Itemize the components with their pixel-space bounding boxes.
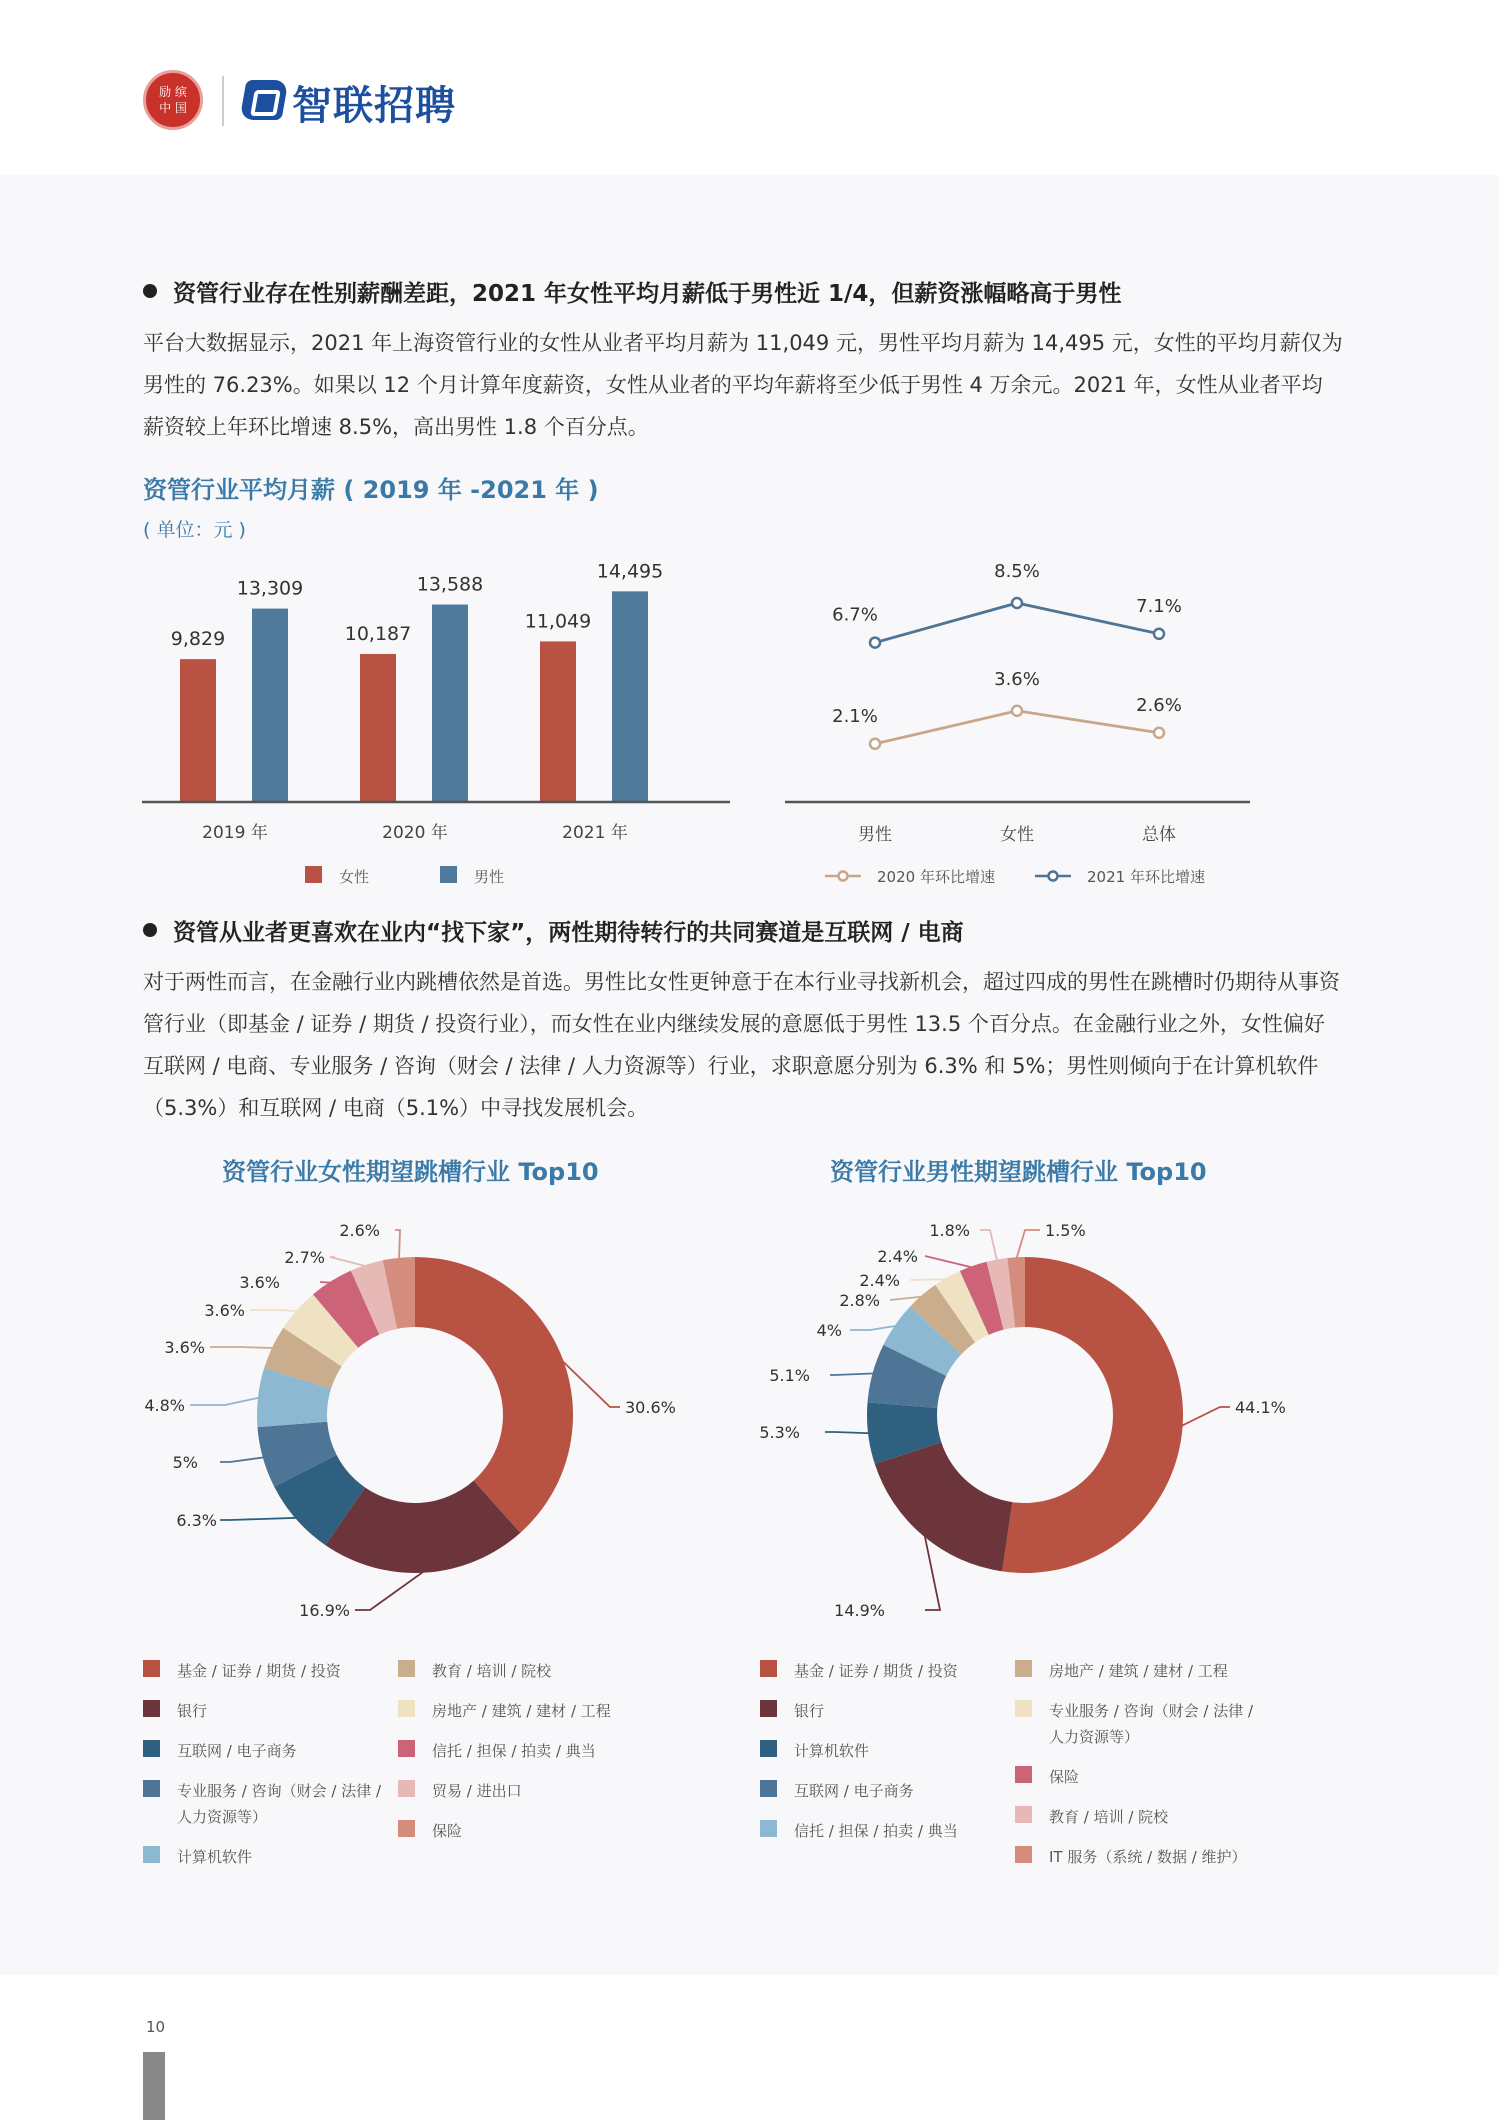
x-tick-label: 女性	[1000, 825, 1034, 845]
bar-chart-unit: ( 单位：元 )	[143, 519, 246, 541]
legend-label: 房地产 / 建筑 / 建材 / 工程	[1049, 1662, 1228, 1680]
leader-line	[980, 1230, 997, 1261]
legend-swatch	[1015, 1660, 1032, 1677]
legend-2020	[825, 868, 995, 886]
slice-value-label: 3.6%	[164, 1338, 205, 1357]
leader-line	[220, 1457, 265, 1462]
slice-value-label: 2.8%	[839, 1291, 880, 1310]
legend-swatch	[760, 1820, 777, 1837]
leader-line	[210, 1347, 274, 1348]
page-footer	[0, 1975, 1499, 2120]
salary-bar-chart	[130, 540, 740, 890]
legend-swatch	[398, 1700, 415, 1717]
legend-label: 保险	[1049, 1768, 1080, 1786]
legend-label: 房地产 / 建筑 / 建材 / 工程	[432, 1702, 611, 1720]
line-point	[1154, 629, 1164, 639]
legend-label: IT 服务（系统 / 数据 / 维护）	[1049, 1848, 1247, 1866]
bar-female	[180, 659, 216, 802]
legend-swatch	[1015, 1806, 1032, 1823]
bar-value-label: 11,049	[524, 610, 592, 633]
legend-label: 专业服务 / 咨询（财会 / 法律 / 人力资源等）	[177, 1782, 382, 1826]
section2-paragraph: 对于两性而言，在金融行业内跳槽依然是首选。男性比女性更钟意于在本行业寻找新机会，超过四成的男性在跳槽时仍期待从事资管行业（即基金 / 证券 / 期货 / 投资行业），而女性在业内继续发展的意愿低于男性 13.5 个百分点。在金融行业之外，女性偏好互联网 / 电商、专业服务 / 咨询（财会 / 法律 / 人力资源等）行业，求职意愿分别为 6.3% 和 5%；男性则倾向于在计算机软件（5.3%）和互联网 / 电商（5.1%）中寻找发展机会。	[143, 970, 1340, 1120]
line-point	[1012, 706, 1022, 716]
bar-legend: 女性 男性	[305, 864, 605, 890]
seal-logo: 励 缤 中 国	[143, 70, 203, 130]
slice-value-label: 5.3%	[759, 1423, 800, 1442]
leader-line	[825, 1432, 870, 1433]
line-legend	[825, 868, 1245, 892]
point-value-label: 8.5%	[994, 561, 1040, 582]
slice-value-label: 14.9%	[834, 1601, 885, 1620]
legend-swatch	[143, 1846, 160, 1863]
male-donut-legend	[760, 1658, 1320, 1878]
donut-slice	[1002, 1257, 1183, 1573]
legend-label: 计算机软件	[177, 1848, 253, 1866]
legend-label: 互联网 / 电子商务	[794, 1782, 914, 1800]
legend-2021	[1035, 868, 1205, 886]
legend-label: 教育 / 培训 / 院校	[432, 1662, 552, 1680]
legend-label: 银行	[794, 1702, 825, 1720]
slice-value-label: 3.6%	[239, 1273, 280, 1292]
point-value-label: 2.6%	[1136, 694, 1182, 716]
legend-label: 贸易 / 进出口	[432, 1782, 522, 1800]
point-value-label: 2.1%	[832, 705, 878, 727]
brand-name: 智联招聘	[292, 83, 456, 129]
legend-swatch	[1015, 1846, 1032, 1863]
page-number: 10	[146, 2018, 166, 2036]
leader-line	[1016, 1230, 1040, 1259]
x-tick-label: 总体	[1142, 825, 1176, 845]
legend-label: 基金 / 证券 / 期货 / 投资	[177, 1662, 341, 1680]
legend-swatch	[760, 1700, 777, 1717]
point-value-label: 6.7%	[832, 604, 878, 626]
leader-line	[1181, 1407, 1230, 1426]
legend-swatch	[760, 1740, 777, 1757]
leader-line	[330, 1257, 367, 1267]
point-value-label: 3.6%	[994, 668, 1040, 690]
bar-value-label: 13,588	[416, 573, 484, 596]
legend-label: 基金 / 证券 / 期货 / 投资	[794, 1662, 958, 1680]
leader-line	[395, 1230, 400, 1260]
donut-slice	[875, 1442, 1012, 1571]
female-donut-chart	[130, 1200, 730, 1640]
legend-swatch	[398, 1740, 415, 1757]
header-divider	[222, 76, 224, 126]
section2-heading: 资管从业者更喜欢在业内“找下家”，两性期待转行的共同赛道是互联网 / 电商	[143, 914, 964, 947]
leader-line	[320, 1282, 332, 1283]
legend-label: 计算机软件	[794, 1742, 870, 1760]
slice-value-label: 44.1%	[1235, 1398, 1286, 1417]
legend-label: 信托 / 担保 / 拍卖 / 典当	[794, 1822, 958, 1840]
bar-chart-title: 资管行业平均月薪 ( 2019 年 -2021 年 )	[143, 476, 599, 504]
svg-text:2020 年环比增速: 2020 年环比增速	[877, 868, 995, 886]
page-bar	[143, 2052, 165, 2120]
bullet-dot	[143, 923, 157, 937]
legend-label: 教育 / 培训 / 院校	[1049, 1808, 1169, 1826]
bar-male	[612, 591, 648, 802]
x-tick-label: 2020 年	[382, 823, 448, 843]
legend-swatch	[143, 1660, 160, 1677]
line-point	[1154, 728, 1164, 738]
slice-value-label: 4%	[816, 1321, 842, 1340]
page-header	[0, 0, 1499, 175]
bar-female	[360, 654, 396, 802]
leader-line	[925, 1256, 974, 1268]
legend-label: 保险	[432, 1822, 463, 1840]
x-tick-label: 男性	[858, 825, 892, 845]
growth-line-chart	[780, 540, 1260, 890]
bar-female	[540, 641, 576, 802]
legend-swatch	[398, 1780, 415, 1797]
leader-line	[250, 1310, 298, 1311]
legend-label: 专业服务 / 咨询（财会 / 法律 / 人力资源等）	[1049, 1702, 1254, 1746]
slice-value-label: 6.3%	[176, 1511, 217, 1530]
bar-value-label: 13,309	[236, 577, 304, 600]
bar-value-label: 14,495	[596, 560, 664, 583]
point-value-label: 7.1%	[1136, 595, 1182, 617]
x-tick-label: 2021 年	[562, 823, 628, 843]
svg-text:2021 年环比增速: 2021 年环比增速	[1087, 868, 1205, 886]
bullet-dot	[143, 284, 157, 298]
slice-value-label: 2.6%	[339, 1221, 380, 1240]
slice-value-label: 2.7%	[284, 1248, 325, 1267]
leader-line	[830, 1373, 875, 1375]
line-point	[870, 739, 880, 749]
legend-swatch	[1015, 1766, 1032, 1783]
legend-swatch	[143, 1740, 160, 1757]
section1-paragraph: 平台大数据显示，2021 年上海资管行业的女性从业者平均月薪为 11,049 元，男性平均月薪为 14,495 元，女性的平均月薪仅为男性的 76.23%。如果以 12 个月计算年度薪资，女性从业者的平均年薪将至少低于男性 4 万余元。2021 年，女性从业者平均薪资较上年环比增速 8.5%，高出男性 1.8 个百分点。	[143, 331, 1343, 439]
slice-value-label: 1.8%	[929, 1221, 970, 1240]
slice-value-label: 2.4%	[877, 1247, 918, 1266]
female-donut-legend	[143, 1658, 703, 1878]
x-tick-label: 2019 年	[202, 823, 268, 843]
slice-value-label: 30.6%	[625, 1398, 676, 1417]
female-donut-title: 资管行业女性期望跳槽行业 Top10	[222, 1158, 599, 1186]
slice-value-label: 2.4%	[859, 1271, 900, 1290]
leader-line	[190, 1398, 260, 1405]
slice-value-label: 16.9%	[299, 1601, 350, 1620]
male-donut-chart	[740, 1200, 1340, 1640]
legend-swatch	[143, 1780, 160, 1797]
bar-male	[252, 609, 288, 802]
slice-value-label: 5%	[172, 1453, 198, 1472]
male-donut-title: 资管行业男性期望跳槽行业 Top10	[830, 1158, 1207, 1186]
legend-swatch	[760, 1660, 777, 1677]
line-point	[1012, 598, 1022, 608]
bar-male	[432, 605, 468, 802]
legend-swatch	[398, 1660, 415, 1677]
legend-label: 互联网 / 电子商务	[177, 1742, 297, 1760]
legend-swatch	[143, 1700, 160, 1717]
legend-swatch	[398, 1820, 415, 1837]
slice-value-label: 5.1%	[769, 1366, 810, 1385]
legend-label: 信托 / 担保 / 拍卖 / 典当	[432, 1742, 596, 1760]
donut-slice	[415, 1257, 573, 1533]
leader-line	[355, 1571, 425, 1610]
section1-heading: 资管行业存在性别薪酬差距，2021 年女性平均月薪低于男性近 1/4，但薪资涨幅略高于男性	[143, 275, 1121, 308]
line-point	[870, 638, 880, 648]
leader-line	[850, 1326, 897, 1330]
legend-label: 银行	[177, 1702, 208, 1720]
slice-value-label: 4.8%	[144, 1396, 185, 1415]
brand-icon	[239, 80, 288, 120]
bar-value-label: 9,829	[170, 628, 226, 651]
leader-line	[220, 1518, 298, 1520]
slice-value-label: 1.5%	[1045, 1221, 1086, 1240]
leader-line	[910, 1279, 948, 1280]
legend-swatch	[1015, 1700, 1032, 1717]
bar-value-label: 10,187	[344, 622, 412, 645]
slice-value-label: 3.6%	[204, 1301, 245, 1320]
legend-swatch	[760, 1780, 777, 1797]
